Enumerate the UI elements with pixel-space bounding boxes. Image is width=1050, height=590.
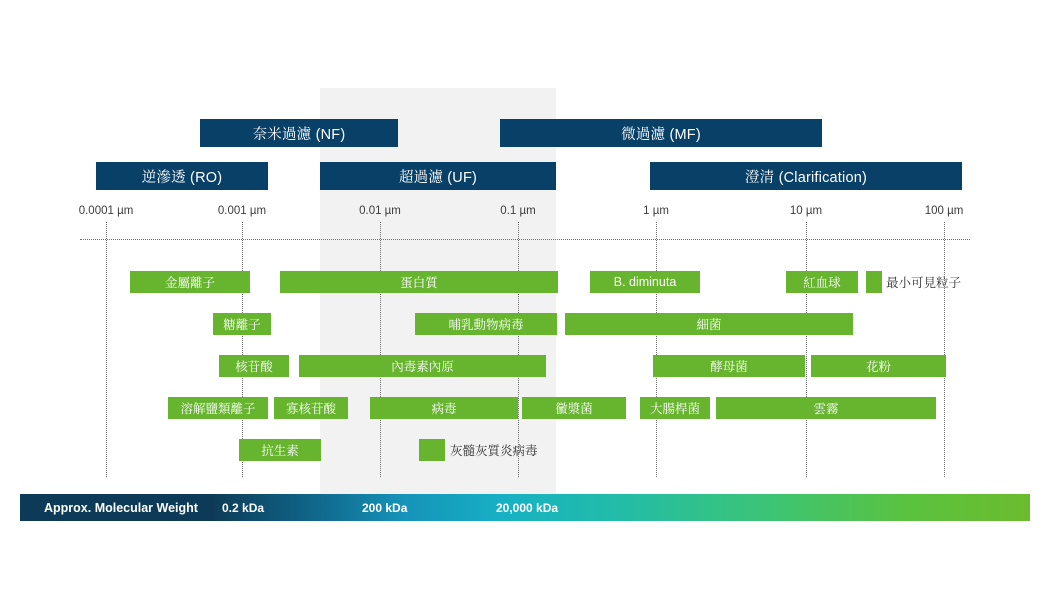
particle-label: 哺乳動物病毒 bbox=[448, 318, 524, 332]
particle-label: 病毒 bbox=[431, 402, 457, 416]
particle-label-smallest-visible-particle: 最小可見粒子 bbox=[886, 276, 962, 290]
category-bar-clarification bbox=[650, 162, 962, 190]
particle-label-poliovirus: 灰髓灰質炎病毒 bbox=[450, 444, 538, 458]
axis-tick-5: 10 µm bbox=[789, 205, 823, 217]
particle-bar-endotoxin-pyrogen bbox=[299, 355, 546, 377]
particle-bar-dissolved-salt-ions bbox=[168, 397, 268, 419]
particle-bar-red-blood-cell bbox=[786, 271, 858, 293]
molecular-weight-tick-2: 20,000 kDa bbox=[496, 500, 559, 515]
particle-bar-oligonucleotide bbox=[274, 397, 348, 419]
particle-label: 紅血球 bbox=[803, 276, 841, 290]
particle-label: 細菌 bbox=[696, 318, 722, 332]
particle-bar-protein bbox=[280, 271, 558, 293]
particle-bar-mist bbox=[716, 397, 936, 419]
guide-line-0 bbox=[106, 222, 107, 477]
particle-label: 金屬離子 bbox=[164, 276, 215, 290]
molecular-weight-tick-1: 200 kDa bbox=[362, 500, 408, 515]
particle-label: 蛋白質 bbox=[400, 276, 438, 290]
particle-label: 花粉 bbox=[865, 360, 891, 374]
particle-label: 酵母菌 bbox=[710, 360, 748, 374]
particle-bar-e-coli bbox=[640, 397, 710, 419]
axis-tick-3: 0.1 µm bbox=[500, 205, 536, 217]
category-bar-uf bbox=[320, 162, 556, 190]
uf-overlap-highlight-band bbox=[320, 88, 556, 498]
category-bar-mf bbox=[500, 119, 822, 147]
particle-label: 內毒素內原 bbox=[391, 360, 454, 374]
guide-line-4 bbox=[656, 222, 657, 477]
particle-label: B. diminuta bbox=[613, 275, 677, 289]
particle-label: 溶解鹽類離子 bbox=[180, 402, 256, 416]
particle-label: 寡核苷酸 bbox=[285, 402, 336, 416]
axis-baseline bbox=[80, 239, 970, 240]
particle-bar-yeast bbox=[653, 355, 805, 377]
category-bar-mf-label: 微過濾 (MF) bbox=[621, 126, 701, 143]
particle-bar-b-diminuta bbox=[590, 271, 700, 293]
category-bar-uf-label: 超過濾 (UF) bbox=[398, 169, 478, 186]
particle-label: 雲霧 bbox=[813, 402, 839, 416]
particle-label: 黴漿菌 bbox=[555, 402, 593, 416]
particle-label: 抗生素 bbox=[261, 444, 299, 458]
axis-tick-2: 0.01 µm bbox=[359, 205, 401, 217]
axis-tick-0: 0.0001 µm bbox=[78, 205, 134, 217]
category-bar-nf bbox=[200, 119, 398, 147]
category-bar-ro-label: 逆滲透 (RO) bbox=[141, 169, 223, 186]
particle-bar-poliovirus bbox=[419, 439, 445, 461]
axis-tick-1: 0.001 µm bbox=[217, 205, 267, 217]
guide-line-6 bbox=[944, 222, 945, 477]
guide-line-5 bbox=[806, 222, 807, 477]
particle-label: 大腸桿菌 bbox=[649, 402, 700, 416]
axis-tick-4: 1 µm bbox=[643, 205, 669, 217]
particle-bar-nucleotide bbox=[219, 355, 289, 377]
particle-bar-metal-ions bbox=[130, 271, 250, 293]
particle-bar-mycoplasma bbox=[522, 397, 626, 419]
molecular-weight-title: Approx. Molecular Weight bbox=[44, 500, 198, 515]
category-bar-clarification-label: 澄清 (Clarification) bbox=[744, 169, 868, 186]
particle-bar-antibiotic bbox=[239, 439, 321, 461]
guide-line-2 bbox=[380, 222, 381, 477]
particle-bar-mammalian-virus bbox=[415, 313, 557, 335]
particle-bar-bacteria bbox=[565, 313, 853, 335]
category-bar-nf-label: 奈米過濾 (NF) bbox=[252, 126, 346, 143]
particle-bar-smallest-visible-particle bbox=[866, 271, 882, 293]
molecular-weight-tick-0: 0.2 kDa bbox=[222, 500, 265, 515]
axis-tick-6: 100 µm bbox=[924, 205, 964, 217]
particle-label: 核苷酸 bbox=[235, 360, 273, 374]
category-bar-ro bbox=[96, 162, 268, 190]
particle-bar-pollen bbox=[811, 355, 946, 377]
particle-bar-virus bbox=[370, 397, 518, 419]
particle-label: 糖離子 bbox=[223, 318, 261, 332]
particle-bar-sugar-ions bbox=[213, 313, 271, 335]
